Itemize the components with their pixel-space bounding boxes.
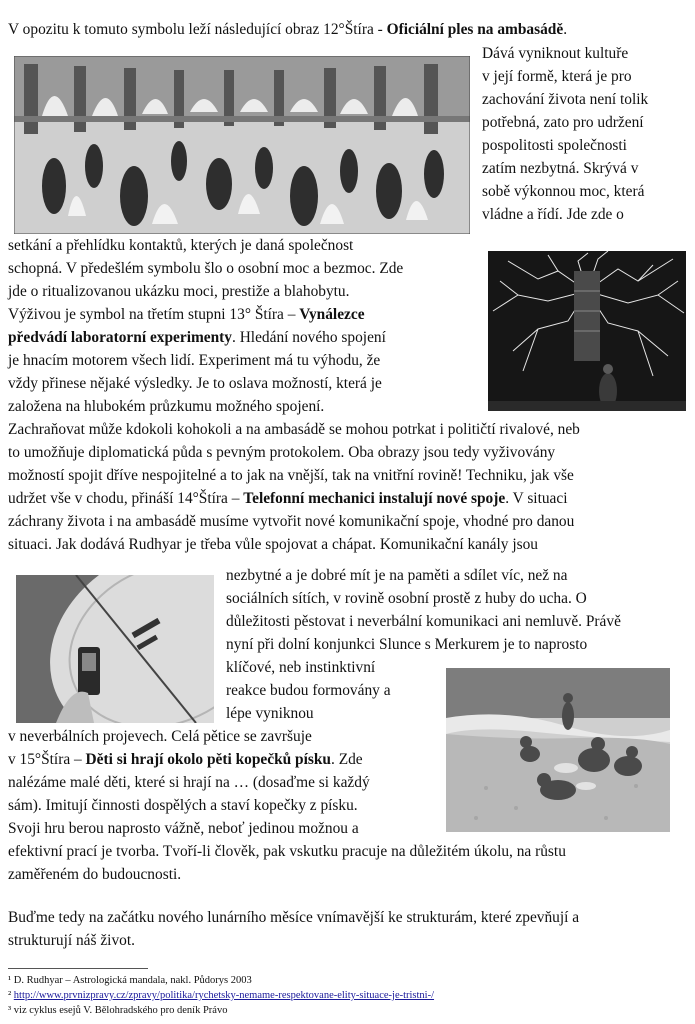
text-line: sobě výkonnou moc, která	[482, 183, 645, 200]
symbol-title-13: Vynálezce	[299, 306, 365, 323]
text-run: udržet vše v chodu, přináší 14°Štíra –	[8, 490, 244, 507]
text-line: je hnacím motorem všech lidí. Experiment má tu výhodu, že	[8, 352, 381, 369]
text-run: . Zde	[331, 751, 363, 768]
text-line: v neverbálních projevech. Celá pětice se završuje	[8, 728, 312, 745]
text-line: pospolitosti společnosti	[482, 137, 627, 154]
text-line: vládne a řídí. Jde zde o	[482, 206, 624, 223]
footnote-mark: ¹	[8, 975, 12, 986]
text-line: reakce budou formovány a	[226, 682, 391, 699]
text-line: založena na hlubokém průzkumu možného spojení.	[8, 398, 325, 415]
text-line	[8, 326, 386, 349]
text-line: nyní při dolní konjunkci Slunce s Merkurem je to naprosto	[226, 636, 588, 653]
footnote-link[interactable]: http://www.prvnizpravy.cz/zpravy/politika/rychetsky-nemame-respektovane-elity-situace-je-tristni-/	[13, 990, 435, 1001]
text-run: V opozitu k tomuto symbolu leží následující obraz 12°Štíra -	[8, 21, 387, 38]
symbol-title-15: Děti si hrají okolo pěti kopečků písku	[85, 751, 331, 768]
footnote-3	[8, 1004, 227, 1017]
text-line: schopná. V předešlém symbolu šlo o osobní moc a bezmoc. Zde	[8, 260, 404, 277]
tesla-image	[488, 251, 686, 411]
text-line: Svoji hru berou naprosto vážně, neboť jedinou možnou a	[8, 820, 359, 837]
text-run: . V situaci	[505, 490, 568, 507]
text-line	[8, 303, 365, 326]
footnote-divider	[8, 968, 148, 969]
text-line: efektivní prací je tvorba. Tvoří-li člověk, pak vskutku pracuje na důležitém úkolu, na růstu	[8, 843, 566, 860]
footnote-mark: ³	[8, 1005, 12, 1016]
footnote-text: D. Rudhyar – Astrologická mandala, nakl. Půdorys 2003	[11, 975, 252, 986]
text-line: potřebná, zato pro udržení	[482, 114, 644, 131]
text-run: Výživou je symbol na třetím stupni 13° Štíra –	[8, 306, 300, 323]
text-line: možností spojit dříve nespojitelné a to jak na vnější, tak na vnitřní rovině! Techniku, jak vše	[8, 467, 574, 484]
text-line: sám). Imitují činnosti dospělých a staví kopečky z písku.	[8, 797, 358, 814]
text-line: situaci. Jak dodává Rudhyar je třeba vůle spojovat a chápat. Komunikační kanály jsou	[8, 536, 538, 553]
text-line: zachování života není tolik	[482, 91, 649, 108]
text-line: vždy přinese nějaké výsledky. Je to oslava možností, která je	[8, 375, 382, 392]
text-line: lépe vyniknou	[226, 705, 314, 722]
text-line	[8, 487, 568, 510]
text-line: Dává vyniknout kultuře	[482, 45, 629, 62]
text-line: sociálních sítích, v rovině osobní prostě z huby do ucha. O	[226, 590, 587, 607]
text-line: zatím nezbytná. Skrývá v	[482, 160, 639, 177]
text-line: setkání a přehlídku kontaktů, kterých je daná společnost	[8, 237, 354, 254]
symbol-title-14: Telefonní mechanici instalují nové spoje	[243, 490, 506, 507]
text-line: jde o ritualizovanou ukázku moci, prestiže a blahobytu.	[8, 283, 350, 300]
footnote-mark: ²	[8, 990, 12, 1001]
text-run: v 15°Štíra –	[8, 751, 86, 768]
text-line: to umožňuje diplomatická půda s pevným protokolem. Oba obrazy jsou tedy vyživovány	[8, 444, 556, 461]
text-line: důležitosti pěstovat i neverbální komunikaci ani nemluvě. Právě	[226, 613, 621, 630]
footnote-text: viz cyklus esejů V. Bělohradského pro deník Právo	[11, 1005, 228, 1016]
text-line: nezbytné a je dobré mít je na paměti a sdílet víc, než na	[226, 567, 568, 584]
ballroom-image	[14, 56, 470, 234]
text-run: . Hledání nového spojení	[232, 329, 386, 346]
text-line: v její formě, která je pro	[482, 68, 632, 85]
text-line: nalézáme malé děti, které si hrají na … (dosaďme si každý	[8, 774, 370, 791]
footnote-1	[8, 974, 252, 987]
text-line: klíčové, neb instinktivní	[226, 659, 376, 676]
beach-children-image	[446, 668, 670, 832]
text-run: .	[563, 21, 568, 38]
text-line: Buďme tedy na začátku nového lunárního měsíce vnímavější ke strukturám, které zpevňují a	[8, 909, 580, 926]
symbol-title-13-cont: předvádí laboratorní experimenty	[8, 329, 232, 346]
symbol-title-12: Oficiální ples na ambasádě	[386, 21, 564, 38]
text-line: záchrany života i na ambasádě musíme vytvořit nové komunikační spoje, vhodné pro danou	[8, 513, 575, 530]
satellite-dish-image	[16, 575, 214, 723]
text-line: zaměřeném do budoucnosti.	[8, 866, 182, 883]
text-line	[8, 18, 567, 41]
text-line: strukturují náš život.	[8, 932, 135, 949]
text-line: Zachraňovat může kdokoli kohokoli a na ambasádě se mohou potrkat i političtí rivalové, neb	[8, 421, 580, 438]
text-line	[8, 748, 363, 771]
footnote-2	[8, 989, 434, 1002]
